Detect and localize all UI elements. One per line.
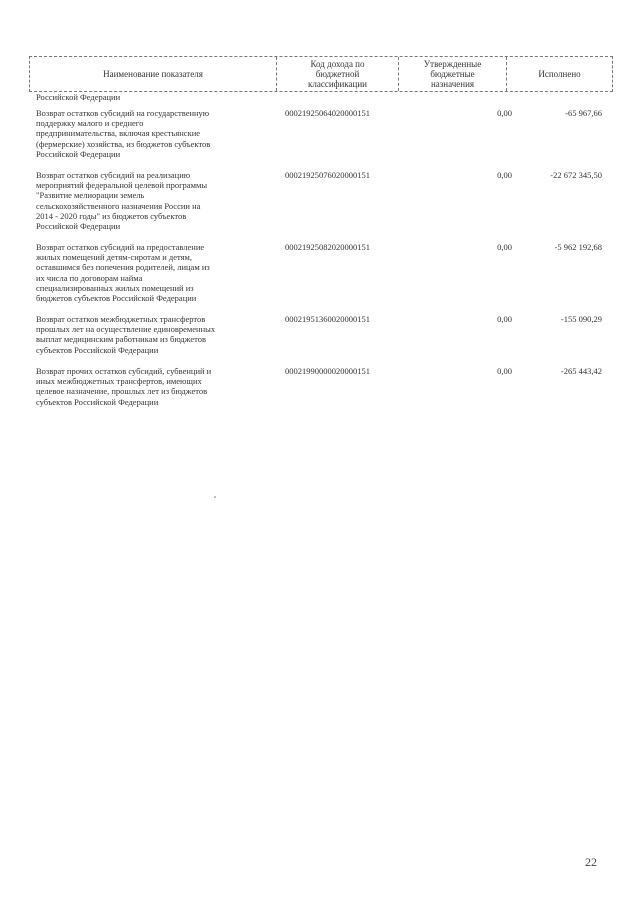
row-code: 00021951360020000151 [285,314,370,324]
page-number: 22 [585,855,597,869]
row-approved: 0,00 [497,108,512,118]
header-code-column: Код дохода по бюджетной классификации [277,57,399,91]
row-executed: -5 962 192,68 [554,242,602,252]
row-approved: 0,00 [497,170,512,180]
row-approved: 0,00 [497,314,512,324]
header-executed-column: Исполнено [538,69,581,79]
row-name: Возврат остатков субсидий на государственную поддержку малого и среднего предпринимательства, включая крестьянские (фермерские) хозяйства, из бюджетов субъектов Российской Федерации [36,108,211,159]
row-executed: -65 967,66 [565,108,602,118]
row-approved: 0,00 [497,366,512,376]
row-name: Возврат остатков субсидий на предоставление жилых помещений детям-сиротам и детям, оставшимся без попечения родителей, лицам из их числа по договорам найма специализированных жилых помещений из бюджетов субъектов Российской Федерации [36,242,210,304]
row-name: Возврат остатков межбюджетных трансфертов прошлых лет на осуществление единовременных выплат медицинским работникам из бюджетов субъектов Российской Федерации [36,314,216,355]
row-name: Возврат прочих остатков субсидий, субвенций и иных межбюджетных трансфертов, имеющих целевое назначение, прошлых лет из бюджетов субъектов Российской Федерации [36,366,212,407]
row-name: Возврат остатков субсидий на реализацию мероприятий федеральной целевой программы "Развитие мелиорации земель сельскохозяйственного назначения России на 2014 - 2020 годы" из бюджетов субъектов Российской Федерации [36,170,208,232]
table-header [29,56,613,92]
scan-speck [214,496,216,498]
row-code: 00021925082020000151 [285,242,370,252]
header-approved-column: Утвержденные бюджетные назначения [399,57,507,91]
row-executed: -265 443,42 [560,366,602,376]
row-code: 00021925064020000151 [285,108,370,118]
row-code: 00021925076020000151 [285,170,370,180]
row-approved: 0,00 [497,242,512,252]
row-executed: -22 672 345,50 [550,170,602,180]
row-code: 00021990000020000151 [285,366,370,376]
carry-over-text: Российской Федерации [36,92,121,102]
row-executed: -155 090,29 [560,314,602,324]
header-name-column: Наименование показателя [30,57,277,91]
